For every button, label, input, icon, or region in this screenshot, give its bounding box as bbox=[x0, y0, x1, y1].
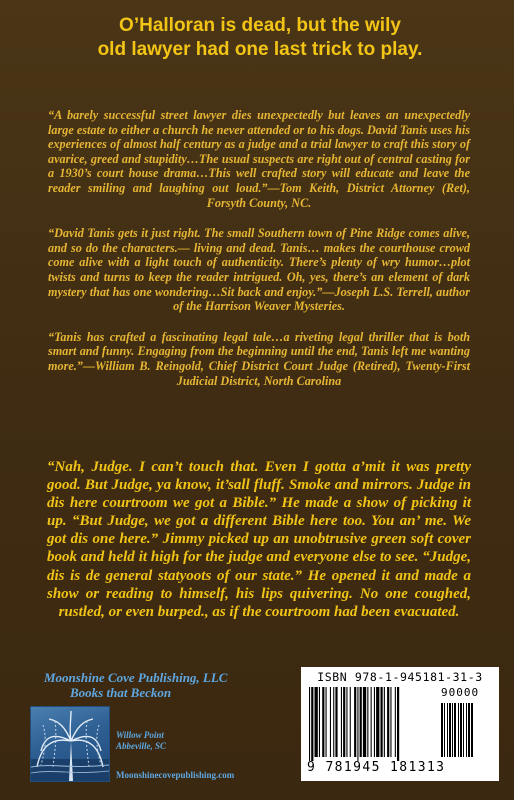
publisher-tagline: Books that Beckon bbox=[70, 685, 172, 700]
barcode-digits: 9 781945 181313 bbox=[307, 760, 446, 775]
publisher-address-line-2: Abbeville, SC bbox=[116, 741, 166, 751]
publisher-block bbox=[30, 670, 260, 790]
headline-line-1: O’Halloran is dead, but the wily bbox=[119, 15, 401, 36]
publisher-body bbox=[30, 706, 260, 786]
publisher-name: Moonshine Cove Publishing, LLC bbox=[44, 670, 228, 685]
isbn-label: ISBN 978-1-945181-31-3 bbox=[317, 670, 483, 684]
publisher-logo-image bbox=[30, 706, 110, 782]
willow-tree-icon bbox=[31, 707, 109, 781]
review-quote-keith: “A barely successful street lawyer dies unexpectedly but leaves an unexpectedly large estate to either a church he never attended or to his dogs. David Tanis uses his experiences of almost half century as a judge and a trial lawyer to craft this story of avarice, greed and stupidity…The usual suspects are right out of central casting for a 1930’s court house drama…This well crafted story will educate and leave the reader smiling and laughing out loud.”—Tom Keith, District Attorney (Ret), Forsyth County, NC. bbox=[48, 108, 470, 210]
book-excerpt: “Nah, Judge. I can’t touch that. Even I gotta a’mit it was pretty good. But Judge, ya know, it’sall fluff. Smoke and mirrors. Judge in dis here courtroom we got a Bible.” He made a show of picking it up. “But Judge, we got a different Bible here too. You an’ me. We got dis one here.” Jimmy picked up an unobtrusive green soft cover book and held it high for the judge and everyone else to see. “Judge, dis is de general statyoots of our state.” He opened it and made a show or reading to himself, his lips quivering. No one coughed, rustled, or even burped., as if the courtroom had been evacuated. bbox=[47, 459, 471, 620]
review-quotes bbox=[48, 108, 470, 404]
headline-line-2: old lawyer had one last trick to play. bbox=[97, 39, 423, 60]
publisher-address bbox=[116, 730, 166, 752]
headline bbox=[40, 14, 480, 62]
review-quote-terrell: “David Tanis gets it just right. The small Southern town of Pine Ridge comes alive, and so do the characters.— living and dead. Tanis… makes the courthouse crowd come alive with a light touch of authenticity. There’s plenty of wry humor…plot twists and turns to keep the reader intrigued. Oh, yes, there’s an element of dark mystery that has one wondering…Sit back and enjoy.”—Joseph L.S. Terrell, author of the Harrison Weaver Mysteries. bbox=[48, 226, 470, 314]
price-code: 90000 bbox=[441, 686, 480, 699]
publisher-website: Moonshinecovepublishing.com bbox=[116, 770, 235, 780]
publisher-address-line-1: Willow Point bbox=[116, 730, 164, 740]
review-quote-reingold: “Tanis has crafted a fascinating legal tale…a riveting legal thriller that is both smart and funny. Engaging from the beginning until the end, Tanis left me wanting more.”—William B. Reingold, Chief District Court Judge (Retired), Twenty-First Judicial District, North Carolina bbox=[48, 329, 470, 388]
isbn-barcode bbox=[301, 667, 499, 781]
